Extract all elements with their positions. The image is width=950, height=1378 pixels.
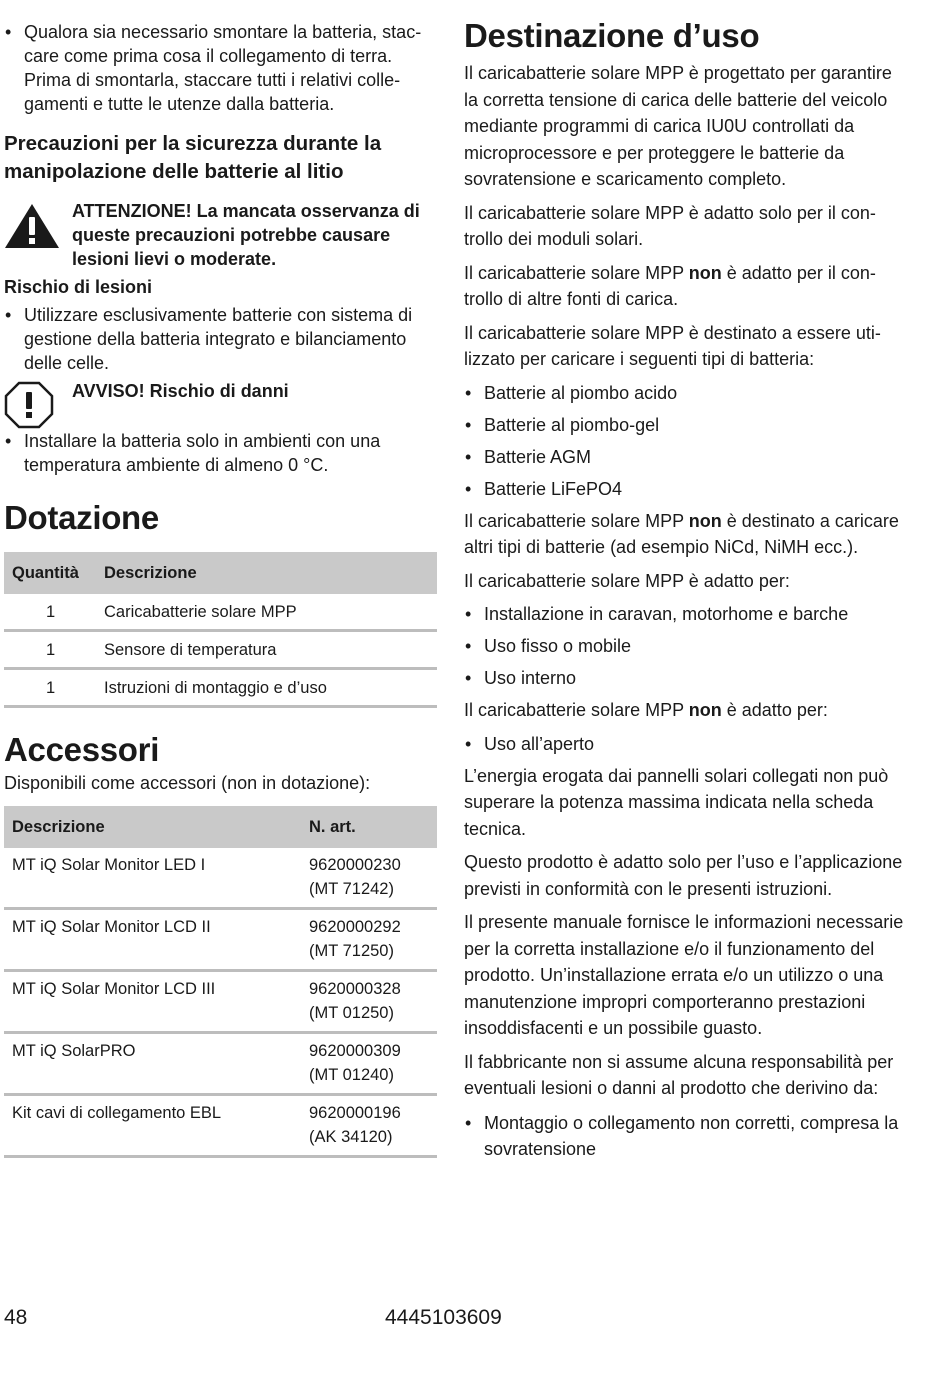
article-code: (MT 01250) bbox=[309, 1004, 394, 1022]
text-run: Il caricabatterie solare MPP bbox=[464, 262, 689, 283]
notice-octagon-icon bbox=[4, 381, 54, 434]
table-row bbox=[4, 909, 437, 971]
paragraph: Il caricabatterie solare MPP è adatto per: bbox=[464, 570, 790, 591]
page-number: 48 bbox=[4, 1306, 28, 1329]
intro-list bbox=[4, 20, 437, 116]
paragraph: Il fabbricante non si assume alcuna responsabilità per eventuali lesioni o danni al prodotto che derivino da: bbox=[464, 1051, 894, 1098]
paragraph bbox=[464, 697, 904, 724]
description-cell: MT iQ Solar Monitor LCD III bbox=[4, 971, 301, 1033]
article-code: (MT 71250) bbox=[309, 942, 394, 960]
table-row bbox=[4, 971, 437, 1033]
attention-block bbox=[4, 199, 437, 271]
accessori-table bbox=[4, 806, 437, 1158]
paragraph: L’energia erogata dai pannelli solari collegati non può superare la potenza massima indicata nella scheda tecnica. bbox=[464, 765, 889, 839]
text-run: Il caricabatterie solare MPP bbox=[464, 510, 689, 531]
paragraph: Questo prodotto è adatto solo per l’uso e l’applicazione previsti in conformità con le presenti istruzioni. bbox=[464, 852, 903, 899]
list-item: • Utilizzare esclusivamente batterie con sistema di gestione della batteria integrato e bilanciamento delle celle. bbox=[4, 303, 437, 375]
description-cell: Istruzioni di montaggio e d’uso bbox=[96, 669, 437, 707]
quantity-cell: 1 bbox=[4, 594, 96, 631]
notice-text: AVVISO! Rischio di danni bbox=[72, 381, 289, 401]
right-column bbox=[464, 0, 904, 1169]
column-header: Descrizione bbox=[4, 806, 301, 848]
quantity-cell: 1 bbox=[4, 669, 96, 707]
list-item: • Batterie al piombo acido bbox=[464, 381, 904, 405]
liability-list bbox=[464, 1110, 904, 1162]
list-item: • Installazione in caravan, motorhome e barche bbox=[464, 602, 904, 626]
article-number: 9620000196 bbox=[309, 1104, 401, 1122]
description-cell: MT iQ Solar Monitor LED I bbox=[4, 848, 301, 909]
table-header-row bbox=[4, 806, 437, 848]
column-header: Quantità bbox=[4, 552, 96, 594]
description-cell: Sensore di temperatura bbox=[96, 631, 437, 669]
text-run: è destinato a caricare altri tipi di batterie (ad esempio NiCd, NiMH ecc.). bbox=[464, 510, 899, 557]
text-run: è adatto per: bbox=[721, 700, 828, 720]
table-row bbox=[4, 848, 437, 909]
text-run: Il caricabatterie solare MPP bbox=[464, 700, 689, 720]
paragraph bbox=[464, 508, 904, 561]
column-header: N. art. bbox=[301, 806, 437, 848]
injury-list bbox=[4, 303, 437, 375]
accessori-intro: Disponibili come accessori (non in dotazione): bbox=[4, 773, 371, 793]
table-row bbox=[4, 594, 437, 631]
warning-triangle-icon bbox=[4, 203, 60, 254]
suitable-for-list bbox=[464, 602, 904, 690]
article-number: 9620000328 bbox=[309, 980, 401, 998]
lithium-safety-heading: Precauzioni per la sicurezza durante la manipolazione delle batterie al litio bbox=[4, 132, 382, 183]
accessori-title: Accessori bbox=[4, 731, 160, 768]
article-number: 9620000292 bbox=[309, 918, 401, 936]
paragraph: Il caricabatterie solare MPP è adatto solo per il controllo dei moduli solari. bbox=[464, 202, 876, 249]
paragraph bbox=[464, 260, 904, 313]
list-item: • Installare la batteria solo in ambienti con una temperatura ambiente di almeno 0 °C. bbox=[4, 429, 437, 477]
not-suitable-for-list bbox=[464, 732, 904, 756]
intended-use-title: Destinazione d’uso bbox=[464, 17, 760, 54]
paragraph: Il caricabatterie solare MPP è progettato per garantire la corretta tensione di carica delle batterie del veicolo mediante programmi di carica IU0U controllati da microprocessore e per proteggere le batterie da sovratensione e scaricamento completo. bbox=[464, 63, 892, 189]
article-number: 9620000230 bbox=[309, 856, 401, 874]
article-number-cell bbox=[301, 909, 437, 971]
notice-block bbox=[4, 379, 437, 431]
article-code: (MT 71242) bbox=[309, 880, 394, 898]
list-item: • Batterie LiFePO4 bbox=[464, 477, 904, 501]
description-cell: Kit cavi di collegamento EBL bbox=[4, 1095, 301, 1157]
description-cell: MT iQ Solar Monitor LCD II bbox=[4, 909, 301, 971]
description-cell: Caricabatterie solare MPP bbox=[96, 594, 437, 631]
table-row bbox=[4, 669, 437, 707]
paragraph: Il presente manuale fornisce le informazioni necessarie per la corretta installazione e/o il funzionamento del prodotto. Un’installazione errata e/o un utilizzo o una manutenzione impropri comporteranno prestazioni insoddisfacenti e un possibile guasto. bbox=[464, 912, 904, 1038]
injury-risk-heading: Rischio di lesioni bbox=[4, 277, 153, 297]
dotazione-table bbox=[4, 552, 437, 708]
column-header: Descrizione bbox=[96, 552, 437, 594]
list-item: • Batterie AGM bbox=[464, 445, 904, 469]
table-header-row bbox=[4, 552, 437, 594]
notice-list bbox=[4, 429, 437, 477]
text-run: è adatto per il controllo di altre fonti di carica. bbox=[464, 262, 876, 309]
list-item: • Uso all’aperto bbox=[464, 732, 904, 756]
article-number-cell bbox=[301, 1033, 437, 1095]
article-number-cell bbox=[301, 971, 437, 1033]
table-row bbox=[4, 1095, 437, 1157]
document-number: 4445103609 bbox=[385, 1306, 502, 1329]
article-number-cell bbox=[301, 1095, 437, 1157]
dotazione-title: Dotazione bbox=[4, 499, 159, 536]
article-code: (MT 01240) bbox=[309, 1066, 394, 1084]
list-item: • Qualora sia necessario smontare la batteria, staccare come prima cosa il collegamento di terra. Prima di smontarla, staccare tutti i relativi collegamenti e tutte le utenze dalla batteria. bbox=[4, 20, 437, 116]
article-number: 9620000309 bbox=[309, 1042, 401, 1060]
emphasis-text: non bbox=[688, 262, 722, 283]
battery-types-list bbox=[464, 381, 904, 501]
attention-text: ATTENZIONE! La mancata osservanza di queste precauzioni potrebbe causare lesioni lievi o moderate. bbox=[72, 201, 420, 269]
left-column bbox=[4, 0, 437, 1158]
emphasis-text: non bbox=[688, 510, 722, 531]
quantity-cell: 1 bbox=[4, 631, 96, 669]
table-row bbox=[4, 1033, 437, 1095]
emphasis-text: non bbox=[688, 700, 722, 720]
article-number-cell bbox=[301, 848, 437, 909]
article-code: (AK 34120) bbox=[309, 1128, 393, 1146]
list-item: • Batterie al piombo-gel bbox=[464, 413, 904, 437]
list-item: • Montaggio o collegamento non corretti, compresa la sovratensione bbox=[464, 1110, 904, 1162]
list-item: • Uso fisso o mobile bbox=[464, 634, 904, 658]
description-cell: MT iQ SolarPRO bbox=[4, 1033, 301, 1095]
table-row bbox=[4, 631, 437, 669]
list-item: • Uso interno bbox=[464, 666, 904, 690]
paragraph: Il caricabatterie solare MPP è destinato a essere utilizzato per caricare i seguenti tipi di batteria: bbox=[464, 322, 881, 369]
